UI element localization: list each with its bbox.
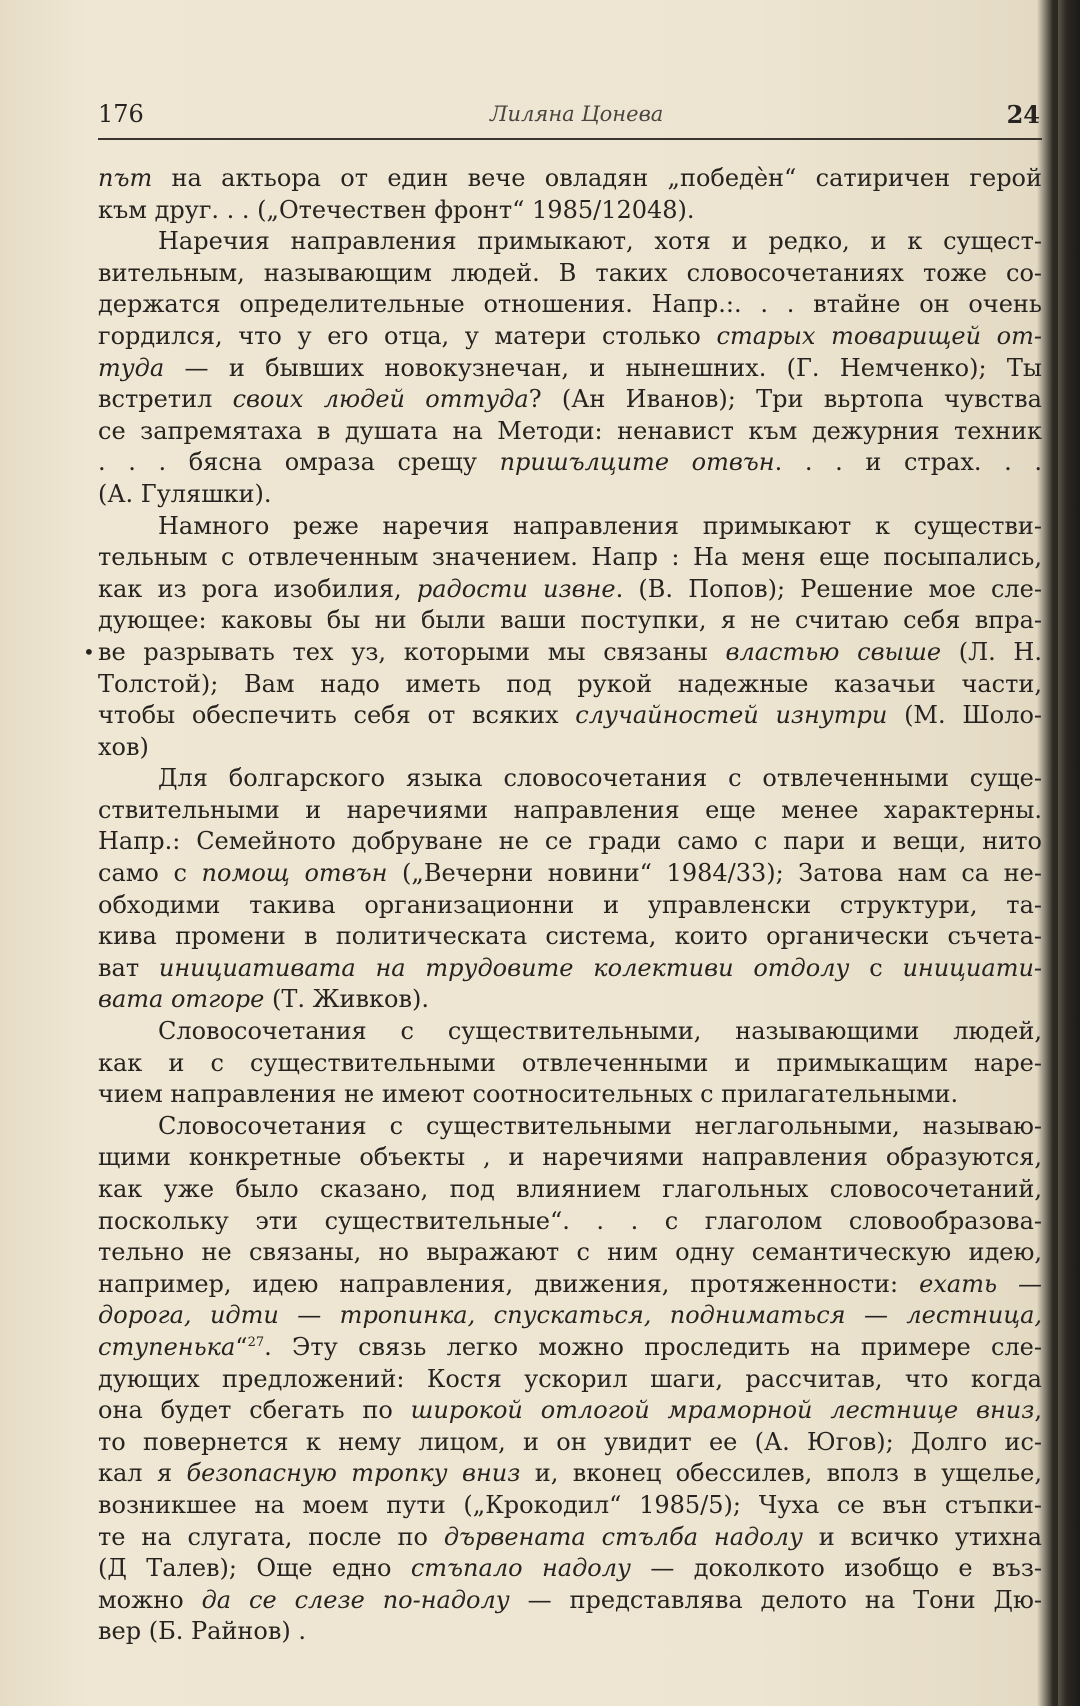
example-phrase: инициати- (902, 953, 1043, 982)
text-line (98, 921, 1042, 953)
page-number: 176 (98, 100, 144, 128)
text-run: поскольку эти существительные“. . . с глаголом словообразова- (98, 1206, 1042, 1235)
text-run: “ (235, 1332, 248, 1361)
text-line (98, 289, 1042, 321)
book-spine-edge (1058, 0, 1080, 1706)
text-line (98, 226, 1042, 258)
text-line (98, 1332, 1042, 1364)
text-run: она будет сбегать по (98, 1396, 411, 1425)
text-line (83, 637, 1042, 669)
text-line (98, 1490, 1042, 1522)
example-phrase: ехать — (919, 1269, 1043, 1298)
example-phrase: старых товарищей от- (716, 321, 1042, 350)
text-run: . Эту связь легко можно проследить на примере сле- (264, 1332, 1042, 1361)
example-phrase: стъпало надолу (410, 1554, 631, 1583)
text-run: хов) (98, 732, 149, 761)
example-phrase: своих людей оттуда (232, 385, 529, 414)
text-run: — представлява делото на Тони Дю- (509, 1585, 1043, 1614)
text-line (98, 574, 1042, 606)
text-line (98, 1269, 1042, 1301)
text-run: ват (98, 953, 159, 982)
text-line (98, 163, 1042, 195)
example-phrase: път (98, 164, 153, 192)
text-line (98, 1111, 1042, 1143)
text-line (98, 1585, 1042, 1617)
text-line (98, 1206, 1042, 1238)
text-run: встретил (98, 385, 233, 414)
text-run: дующее: каковы бы ни были ваши поступки, я не считаю себя впра- (98, 606, 1042, 635)
text-run: Для болгарского языка словосочетания с отвлеченными суще- (158, 764, 1042, 793)
margin-bullet: • (83, 639, 95, 664)
text-line (98, 353, 1042, 385)
text-run: вительным, называющим людей. В таких словосочетаниях тоже со- (98, 258, 1042, 287)
text-line (98, 542, 1042, 574)
text-line (98, 795, 1042, 827)
example-phrase: туда (98, 353, 165, 382)
example-phrase: да се слезе по-надолу (201, 1585, 510, 1614)
text-run: (Т. Живков). (264, 985, 430, 1014)
text-line (98, 1616, 1042, 1648)
text-line (98, 858, 1042, 890)
text-run: (Д Талев); Още едно (98, 1554, 411, 1583)
text-line (98, 1522, 1042, 1554)
text-run: ? (Ан Иванов); Три вьртопа чувства (528, 385, 1042, 414)
text-run: как из рога изобилия, (98, 574, 417, 603)
text-line (98, 1364, 1042, 1396)
text-run: (Л. Н. (941, 637, 1042, 666)
text-line (98, 1174, 1042, 1206)
text-run: вер (Б. Райнов) . (98, 1617, 306, 1646)
example-phrase: ступенька (98, 1332, 236, 1361)
text-run: чием направления не имеют соотносительных с прилагательными. (98, 1080, 959, 1109)
text-run: . . . и страх. . . (774, 448, 1043, 477)
text-run: гордился, что у его отца, у матери столько (98, 321, 717, 350)
text-run: дующих предложений: Костя ускорил шаги, рассчитав, что когда (98, 1364, 1042, 1393)
text-line (98, 1016, 1042, 1048)
body-text (83, 163, 1043, 1648)
text-line (98, 511, 1042, 543)
text-run: держатся определительные отношения. Напр.:. . . втайне он очень (98, 290, 1042, 319)
text-run: (М. Шоло- (887, 701, 1042, 730)
example-phrase: помощ отвън (201, 859, 388, 888)
text-run: — доколкото изобщо е въз- (630, 1554, 1043, 1583)
text-line (98, 1237, 1042, 1269)
text-run: обходими такива организационни и управленски структури, та- (98, 890, 1042, 919)
example-phrase: дървената стълба надолу (443, 1522, 803, 1551)
text-run: тельным с отвлеченным значением. Напр : На меня еще посыпались, (98, 543, 1042, 572)
text-line (98, 669, 1042, 701)
text-run: се запремятаха в душата на Методи: ненавист към дежурния техник (98, 416, 1042, 445)
text-run: Напр.: Семейното добруване не се гради само с пари и вещи, нито (98, 827, 1042, 856)
text-line (98, 447, 1042, 479)
text-run: ве разрывать тех уз, которыми мы связаны (98, 637, 726, 666)
text-run: Намного реже наречия направления примыкают к существи- (158, 511, 1042, 540)
text-run: — и бывших новокузнечан, и нынешних. (Г. Немченко); Ты (164, 353, 1042, 382)
text-line (98, 258, 1042, 290)
text-line (98, 763, 1042, 795)
text-line (98, 890, 1042, 922)
text-run: как уже было сказано, под влиянием глагольных словосочетаний, (98, 1175, 1042, 1203)
text-line (98, 953, 1042, 985)
example-phrase: вата отгоре (98, 985, 265, 1014)
example-phrase: властью свыше (725, 637, 942, 666)
running-header (98, 98, 1042, 140)
text-line (98, 732, 1042, 764)
text-line (98, 416, 1042, 448)
text-run: как и с существительными отвлеченными и примыкащим наре- (98, 1048, 1042, 1077)
example-phrase: широкой отлогой мраморной лестнице вниз (410, 1396, 1035, 1425)
example-phrase: безопасную тропку вниз (186, 1459, 521, 1488)
text-line (98, 479, 1042, 511)
footnote-ref: 27 (247, 1334, 265, 1350)
text-line (98, 1427, 1042, 1459)
text-run: можно (98, 1585, 202, 1614)
example-phrase: дорога, идти — тропинка, спускаться, подниматься — лестница, (98, 1301, 1042, 1330)
text-run: тельно не связаны, но выражают с ним одну семантическую идею, (98, 1238, 1042, 1267)
text-line (98, 1079, 1042, 1111)
text-run: Словосочетания с существительными, называющими людей, (158, 1017, 1042, 1046)
text-line (98, 1553, 1042, 1585)
example-phrase: инициативата на трудовите колективи отдолу (158, 953, 850, 982)
text-run: ствительными и наречиями направления еще менее характерны. (98, 795, 1042, 824)
text-run: кал я (98, 1459, 187, 1488)
text-run: . . . бясна омраза срещу (98, 448, 500, 477)
text-line (98, 700, 1042, 732)
text-line (98, 984, 1042, 1016)
text-run: и, вконец обессилев, вполз в ущелье, (520, 1459, 1042, 1488)
text-run: на актьора от един вече овладян „победѐн“ сатиричен герой (152, 164, 1042, 192)
example-phrase: радости извне (416, 574, 616, 603)
text-run: Словосочетания с существительными неглагольными, называю- (158, 1111, 1042, 1140)
text-run: чтобы обеспечить себя от всяких (98, 701, 576, 730)
text-line (98, 1395, 1042, 1427)
text-run: те на слугата, после по (98, 1522, 444, 1551)
text-line (98, 321, 1042, 353)
text-run: Толстой); Вам надо иметь под рукой надежные казачьи части, (98, 669, 1042, 698)
text-line (98, 1300, 1042, 1332)
text-line (98, 384, 1042, 416)
text-run: и всичко утихна (802, 1522, 1042, 1551)
text-run: („Вечерни новини“ 1984/33); Затова нам са не- (387, 859, 1042, 888)
text-run: към друг. . . („Отечествен фронт“ 1985/12048). (98, 195, 695, 224)
text-run: то повернется к нему лицом, и он увидит ее (А. Югов); Долго ис- (98, 1427, 1042, 1456)
text-line (98, 826, 1042, 858)
text-run: Наречия направления примыкают, хотя и редко, и к сущест- (158, 227, 1042, 256)
text-line (98, 195, 1042, 227)
text-run: . (В. Попов); Решение мое сле- (615, 574, 1042, 603)
text-run: (А. Гуляшки). (98, 479, 272, 508)
text-run: щими конкретные объекты , и наречиями направления образуются, (98, 1143, 1042, 1172)
text-run: кива промени в политическата система, които органически съчета- (98, 922, 1042, 951)
running-title: Лиляна Цонева (490, 102, 664, 126)
text-line (98, 605, 1042, 637)
text-line (98, 1142, 1042, 1174)
text-run: возникшее на моем пути („Крокодил“ 1985/5); Чуха се вън стъпки- (98, 1490, 1042, 1519)
example-phrase: случайностей изнутри (575, 701, 888, 730)
text-line (98, 1458, 1042, 1490)
text-run: например, идею направления, движения, протяженности: (98, 1269, 920, 1298)
text-line (98, 1048, 1042, 1080)
signature-mark: 24 (1006, 100, 1040, 129)
text-run: , (1034, 1396, 1042, 1425)
text-run: с (849, 953, 903, 982)
example-phrase: пришълците отвън (499, 448, 775, 477)
text-run: само с (98, 859, 202, 888)
